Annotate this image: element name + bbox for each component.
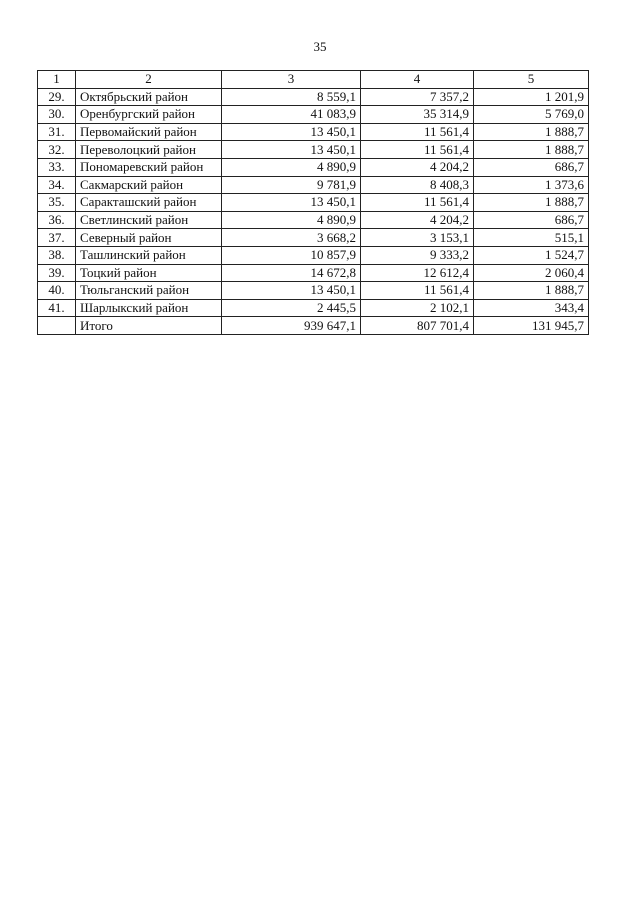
table-row <box>38 158 589 176</box>
value-col-3: 3 668,2 <box>222 229 361 247</box>
value-col-4: 4 204,2 <box>361 158 474 176</box>
row-number: 37. <box>38 229 76 247</box>
row-number: 41. <box>38 299 76 317</box>
row-number: 35. <box>38 194 76 212</box>
row-number: 38. <box>38 246 76 264</box>
district-name: Пономаревский район <box>76 158 222 176</box>
value-col-3: 4 890,9 <box>222 211 361 229</box>
table-row <box>38 282 589 300</box>
value-col-5: 1 524,7 <box>474 246 589 264</box>
value-col-4: 11 561,4 <box>361 194 474 212</box>
district-name: Итого <box>76 317 222 335</box>
row-number: 36. <box>38 211 76 229</box>
value-col-3: 9 781,9 <box>222 176 361 194</box>
value-col-5: 686,7 <box>474 211 589 229</box>
value-col-5: 1 201,9 <box>474 88 589 106</box>
row-number <box>38 317 76 335</box>
column-header-3: 3 <box>222 71 361 89</box>
district-name: Первомайский район <box>76 123 222 141</box>
value-col-5: 131 945,7 <box>474 317 589 335</box>
row-number: 39. <box>38 264 76 282</box>
value-col-4: 4 204,2 <box>361 211 474 229</box>
value-col-5: 1 373,6 <box>474 176 589 194</box>
column-header-4: 4 <box>361 71 474 89</box>
district-name: Саракташский район <box>76 194 222 212</box>
value-col-3: 13 450,1 <box>222 194 361 212</box>
column-header-5: 5 <box>474 71 589 89</box>
value-col-4: 11 561,4 <box>361 282 474 300</box>
value-col-5: 1 888,7 <box>474 123 589 141</box>
value-col-5: 686,7 <box>474 158 589 176</box>
value-col-4: 11 561,4 <box>361 141 474 159</box>
table-row <box>38 194 589 212</box>
value-col-4: 8 408,3 <box>361 176 474 194</box>
district-name: Сакмарский район <box>76 176 222 194</box>
district-name: Шарлыкский район <box>76 299 222 317</box>
value-col-3: 14 672,8 <box>222 264 361 282</box>
row-number: 40. <box>38 282 76 300</box>
district-name: Северный район <box>76 229 222 247</box>
value-col-5: 343,4 <box>474 299 589 317</box>
value-col-3: 41 083,9 <box>222 106 361 124</box>
value-col-5: 1 888,7 <box>474 141 589 159</box>
value-col-3: 8 559,1 <box>222 88 361 106</box>
table-header-row <box>38 71 589 89</box>
table-row <box>38 106 589 124</box>
allocation-table <box>37 70 589 335</box>
value-col-3: 2 445,5 <box>222 299 361 317</box>
column-header-1: 1 <box>38 71 76 89</box>
table-row <box>38 88 589 106</box>
value-col-4: 3 153,1 <box>361 229 474 247</box>
table-row <box>38 264 589 282</box>
page-number: 35 <box>313 39 327 54</box>
value-col-4: 11 561,4 <box>361 123 474 141</box>
value-col-4: 7 357,2 <box>361 88 474 106</box>
table-row <box>38 141 589 159</box>
row-number: 30. <box>38 106 76 124</box>
value-col-3: 13 450,1 <box>222 123 361 141</box>
value-col-4: 35 314,9 <box>361 106 474 124</box>
district-name: Тоцкий район <box>76 264 222 282</box>
value-col-4: 12 612,4 <box>361 264 474 282</box>
value-col-3: 4 890,9 <box>222 158 361 176</box>
table-row <box>38 211 589 229</box>
row-number: 32. <box>38 141 76 159</box>
value-col-4: 807 701,4 <box>361 317 474 335</box>
table-row <box>38 299 589 317</box>
value-col-5: 1 888,7 <box>474 282 589 300</box>
value-col-4: 9 333,2 <box>361 246 474 264</box>
value-col-3: 13 450,1 <box>222 282 361 300</box>
table-row <box>38 246 589 264</box>
value-col-5: 515,1 <box>474 229 589 247</box>
row-number: 33. <box>38 158 76 176</box>
column-header-2: 2 <box>76 71 222 89</box>
table-row <box>38 123 589 141</box>
value-col-5: 2 060,4 <box>474 264 589 282</box>
row-number: 29. <box>38 88 76 106</box>
table-body <box>38 71 589 335</box>
total-row <box>38 317 589 335</box>
table-row <box>38 229 589 247</box>
value-col-4: 2 102,1 <box>361 299 474 317</box>
value-col-3: 13 450,1 <box>222 141 361 159</box>
row-number: 34. <box>38 176 76 194</box>
district-name: Тюльганский район <box>76 282 222 300</box>
row-number: 31. <box>38 123 76 141</box>
value-col-3: 939 647,1 <box>222 317 361 335</box>
district-name: Октябрьский район <box>76 88 222 106</box>
value-col-5: 5 769,0 <box>474 106 589 124</box>
district-name: Переволоцкий район <box>76 141 222 159</box>
district-name: Ташлинский район <box>76 246 222 264</box>
table-row <box>38 176 589 194</box>
value-col-3: 10 857,9 <box>222 246 361 264</box>
district-name: Оренбургский район <box>76 106 222 124</box>
value-col-5: 1 888,7 <box>474 194 589 212</box>
district-name: Светлинский район <box>76 211 222 229</box>
